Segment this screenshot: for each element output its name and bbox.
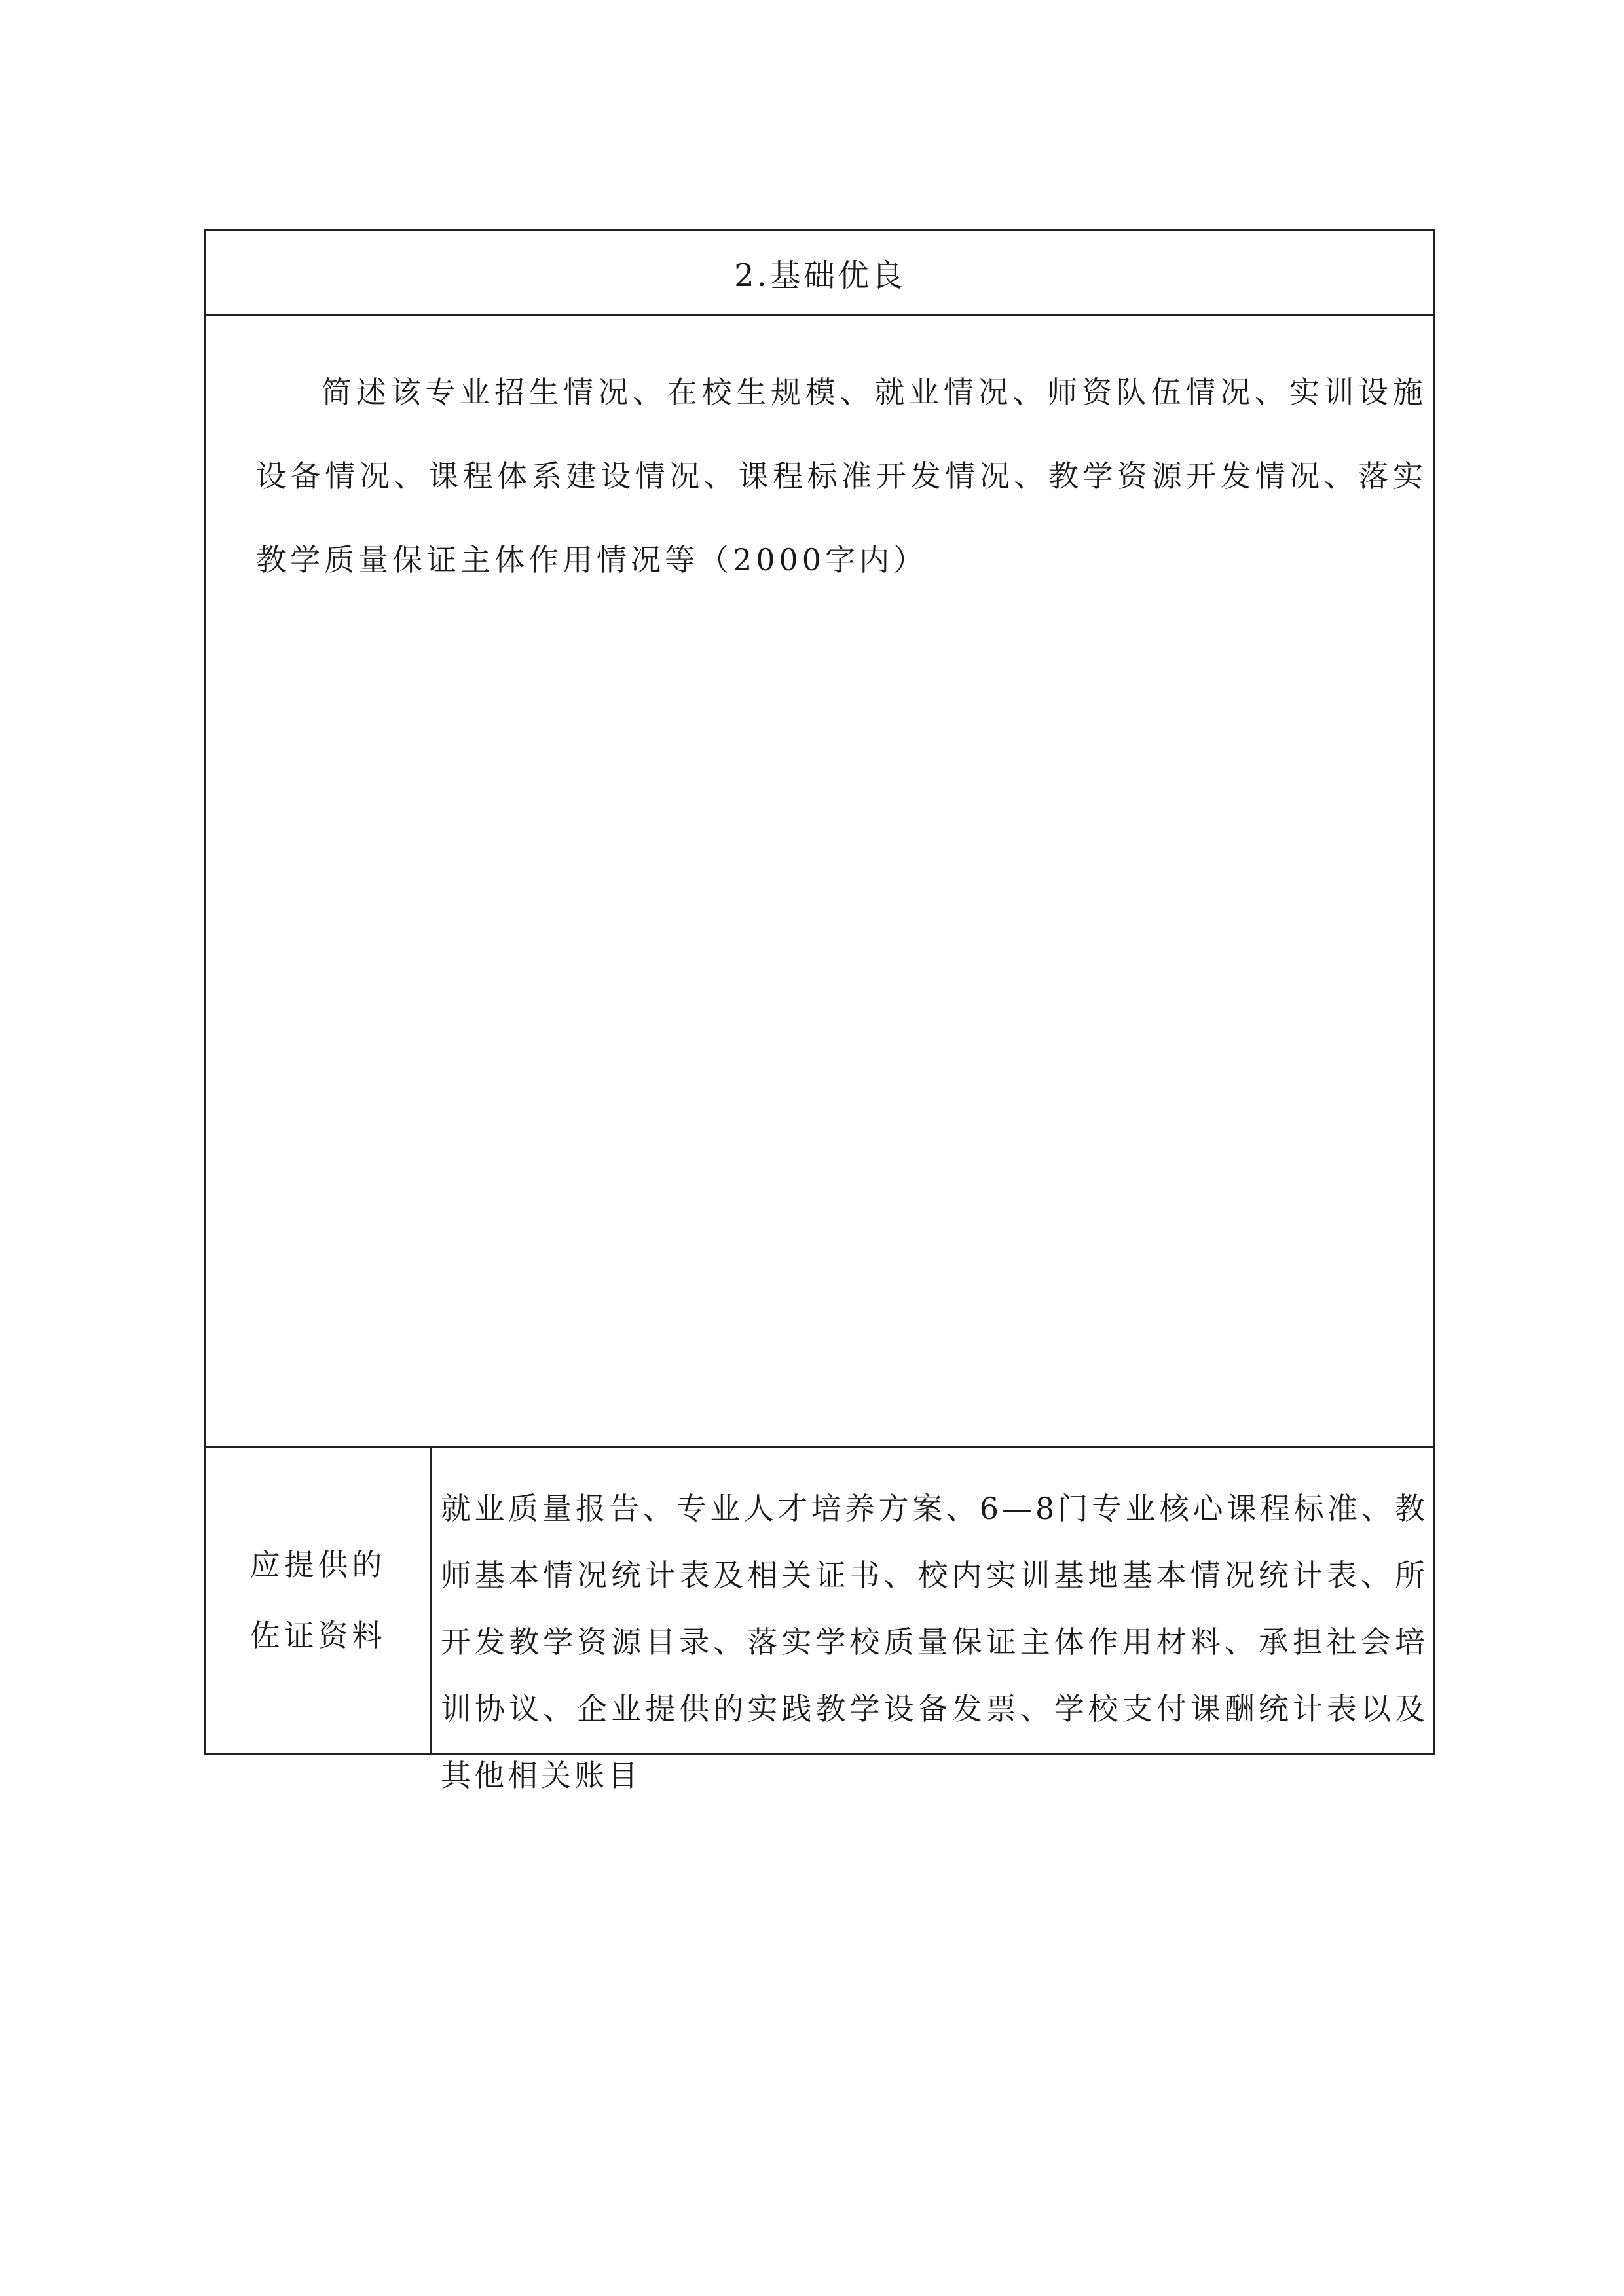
section-instruction: 简述该专业招生情况、在校生规模、就业情况、师资队伍情况、实训设施设备情况、课程体系建设情况、课程标准开发情况、教学资源开发情况、落实教学质量保证主体作用情况等（2000字内） xyxy=(256,374,1427,577)
application-form-table xyxy=(204,229,1435,1793)
section-title-cell xyxy=(206,231,1433,316)
evidence-content-cell xyxy=(432,1448,1433,1793)
section-title: 2.基础优良 xyxy=(734,257,906,294)
evidence-label-cell xyxy=(206,1448,432,1753)
evidence-content: 就业质量报告、专业人才培养方案、6—8门专业核心课程标准、教师基本情况统计表及相关证书、校内实训基地基本情况统计表、所开发教学资源目录、落实学校质量保证主体作用材料、承担社会培训协议、企业提供的实践教学设备发票、学校支付课酬统计表以及其他相关账目 xyxy=(441,1491,1428,1793)
evidence-row xyxy=(206,1448,1433,1793)
section-content-cell[interactable] xyxy=(206,316,1433,1448)
evidence-label-line1: 应提供的 xyxy=(249,1547,386,1582)
evidence-label-line2: 佐证资料 xyxy=(249,1618,386,1653)
